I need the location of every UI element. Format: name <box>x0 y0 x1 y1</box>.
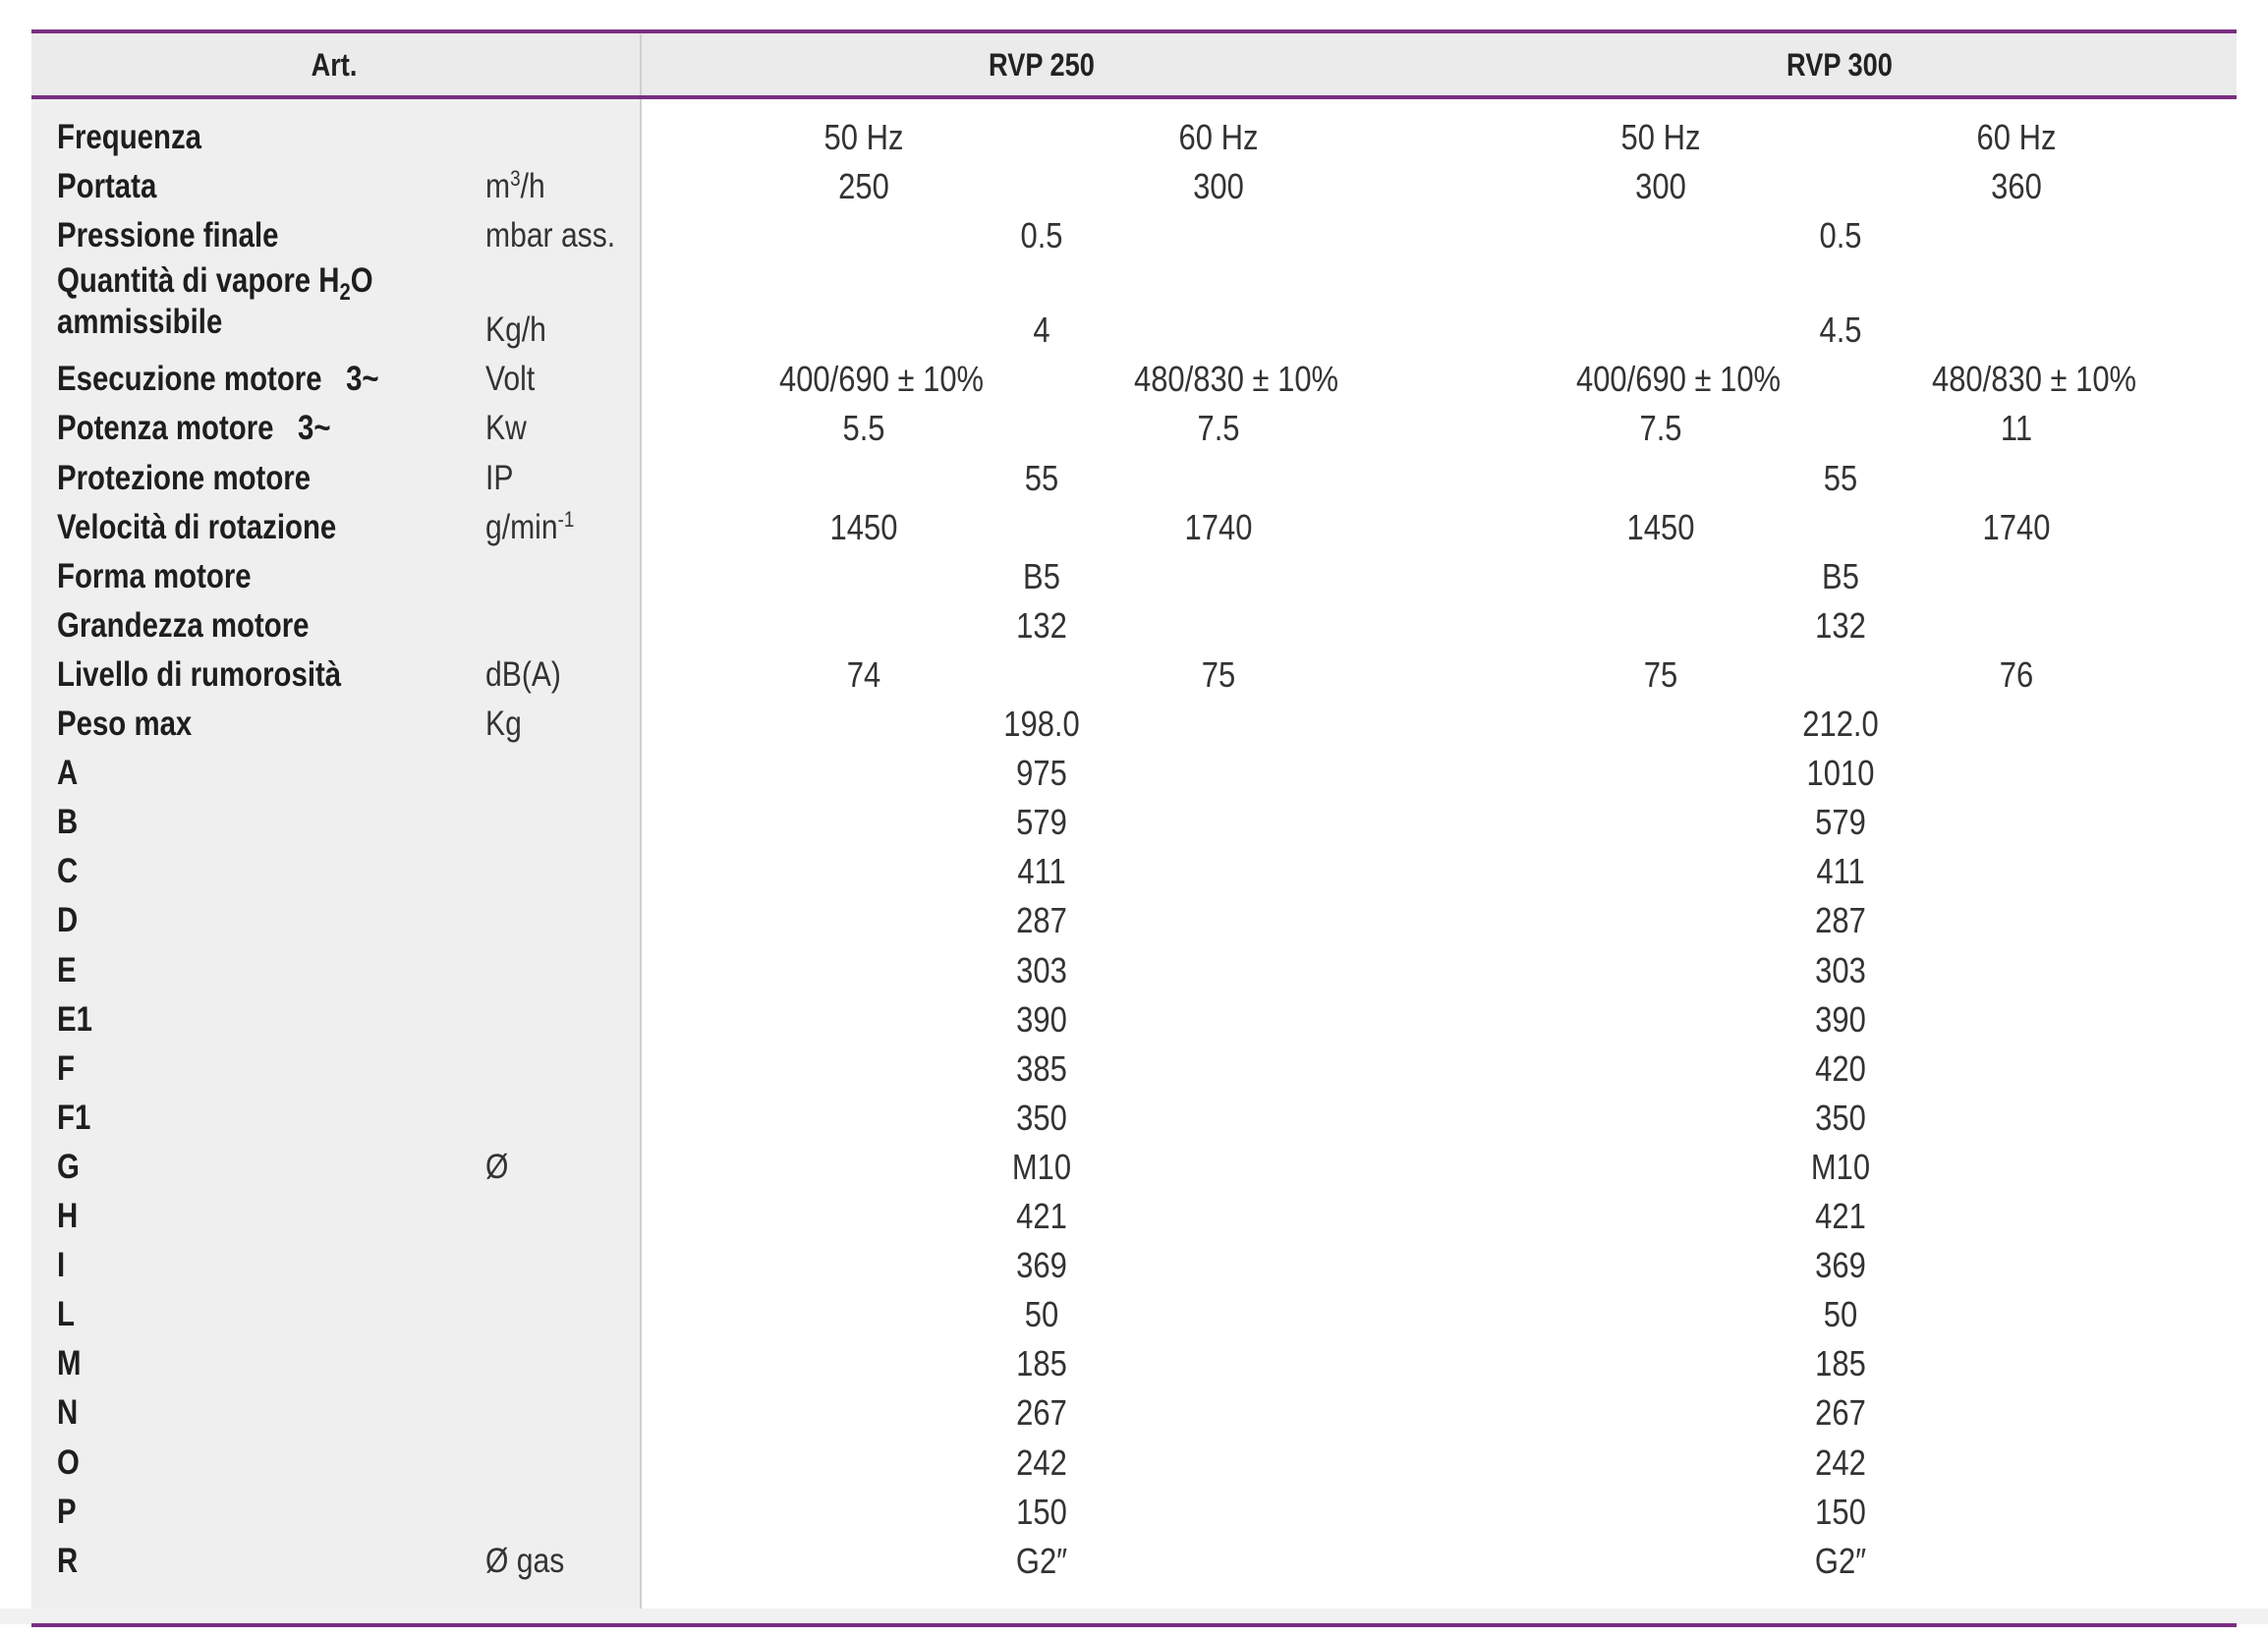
table-row <box>0 1339 2268 1388</box>
value-rvp250-60hz: 75 <box>1201 653 1236 695</box>
value-rvp300: 242 <box>1815 1441 1866 1483</box>
value-rvp300-50hz: 1450 <box>1626 506 1695 547</box>
table-row <box>0 1094 2268 1143</box>
value-rvp300-60hz: 11 <box>2000 408 2033 449</box>
row-label: E1 <box>57 999 92 1039</box>
header-model-rvp250: RVP 250 <box>989 47 1095 83</box>
table-row <box>0 162 2268 211</box>
value-rvp250: G2″ <box>1015 1540 1068 1581</box>
value-rvp250-50hz: 1450 <box>829 506 898 547</box>
value-rvp300: 421 <box>1815 1196 1866 1236</box>
table-row <box>0 211 2268 260</box>
row-label: F <box>57 1048 75 1088</box>
value-rvp250-50hz: 5.5 <box>842 408 885 449</box>
bottom-band <box>0 1609 2268 1624</box>
header-rule <box>31 95 2237 99</box>
table-row <box>0 355 2268 404</box>
table-row <box>0 798 2268 847</box>
table-row <box>0 700 2268 749</box>
label-text: O <box>350 261 373 301</box>
value-rvp250: 385 <box>1016 1047 1067 1089</box>
row-label: Pressione finale <box>57 216 279 255</box>
unit-superscript: -1 <box>557 506 575 532</box>
value-rvp300: 267 <box>1815 1392 1866 1434</box>
value-rvp250: 303 <box>1016 949 1067 990</box>
table-row <box>0 113 2268 162</box>
table-row <box>0 503 2268 552</box>
value-rvp300: 1010 <box>1806 753 1875 794</box>
row-label: A <box>57 754 79 793</box>
row-unit: mbar ass. <box>485 216 616 255</box>
value-rvp300-60hz: 76 <box>1999 653 2034 695</box>
value-rvp250: 411 <box>1017 851 1066 892</box>
row-label: P <box>57 1492 77 1531</box>
row-label: C <box>57 852 79 891</box>
value-rvp300-50hz: 75 <box>1643 653 1678 695</box>
value-rvp300-50hz: 400/690 ± 10% <box>1576 359 1782 400</box>
table-row <box>0 552 2268 601</box>
label-subscript: 2 <box>339 279 351 307</box>
value-rvp300: 303 <box>1815 949 1866 990</box>
table-row <box>0 260 2268 355</box>
row-label: Protezione motore <box>57 458 312 497</box>
row-unit <box>485 503 574 552</box>
value-rvp250: 55 <box>1024 457 1059 498</box>
row-label: L <box>57 1295 75 1334</box>
value-rvp300-60hz: 480/830 ± 10% <box>1932 359 2137 400</box>
value-rvp300: 55 <box>1823 457 1858 498</box>
row-unit: Ø gas <box>485 1541 565 1580</box>
table-row <box>0 1143 2268 1192</box>
row-label: Peso max <box>57 705 193 743</box>
table-row <box>0 1241 2268 1290</box>
header-art: Art. <box>311 47 358 83</box>
row-unit: Volt <box>485 360 536 399</box>
table-row <box>0 1290 2268 1339</box>
table-row <box>0 896 2268 945</box>
value-rvp250: 150 <box>1016 1491 1067 1532</box>
value-rvp300-50hz: 7.5 <box>1639 408 1682 449</box>
row-label: F1 <box>57 1098 91 1137</box>
value-rvp250: 390 <box>1016 998 1067 1040</box>
value-rvp250-60hz: 60 Hz <box>1178 117 1259 157</box>
value-rvp250: 242 <box>1016 1441 1067 1483</box>
value-rvp250-50hz: 74 <box>846 653 881 695</box>
value-rvp250: 50 <box>1024 1294 1059 1335</box>
row-label: Livello di rumorosità <box>57 654 342 694</box>
value-rvp300: 212.0 <box>1802 704 1879 744</box>
value-rvp250: 975 <box>1016 753 1067 794</box>
label-text-line2: ammissibile <box>57 303 223 342</box>
row-label: D <box>57 901 79 940</box>
value-rvp250: 198.0 <box>1003 704 1080 744</box>
row-unit: dB(A) <box>485 654 561 694</box>
value-rvp250: M10 <box>1011 1146 1072 1187</box>
row-label: N <box>57 1393 79 1433</box>
value-rvp300: 4.5 <box>1819 310 1862 351</box>
row-label: E <box>57 950 77 989</box>
header-model-rvp300: RVP 300 <box>1786 47 1893 83</box>
value-rvp300: M10 <box>1810 1146 1871 1187</box>
table-row <box>0 1388 2268 1438</box>
value-rvp300-60hz: 360 <box>1991 166 2042 207</box>
value-rvp250-60hz: 480/830 ± 10% <box>1134 359 1339 400</box>
bottom-rule <box>31 1623 2237 1627</box>
row-label: O <box>57 1442 80 1482</box>
table-row <box>0 1044 2268 1094</box>
row-unit: Kg/h <box>485 310 546 350</box>
value-rvp250: 350 <box>1016 1097 1067 1138</box>
row-label: Grandezza motore <box>57 605 310 645</box>
row-label: M <box>57 1344 82 1383</box>
value-rvp250: 185 <box>1016 1343 1067 1384</box>
row-unit: Ø <box>485 1147 509 1186</box>
table-row <box>0 749 2268 798</box>
row-label: Forma motore <box>57 556 252 595</box>
row-label: G <box>57 1147 80 1186</box>
value-rvp250-50hz: 400/690 ± 10% <box>779 359 985 400</box>
value-rvp300: 579 <box>1815 802 1866 843</box>
value-rvp250: 579 <box>1016 802 1067 843</box>
row-unit: IP <box>485 458 514 497</box>
value-rvp250: 132 <box>1016 604 1067 646</box>
value-rvp250: B5 <box>1023 555 1060 596</box>
value-rvp300: B5 <box>1822 555 1859 596</box>
value-rvp250-60hz: 1740 <box>1184 506 1253 547</box>
value-rvp300: 185 <box>1815 1343 1866 1384</box>
value-rvp300: 50 <box>1823 1294 1858 1335</box>
row-unit: Kg <box>485 705 522 743</box>
table-row <box>0 1488 2268 1537</box>
value-rvp250: 267 <box>1016 1392 1067 1434</box>
table-row <box>0 847 2268 896</box>
value-rvp250: 0.5 <box>1020 215 1063 256</box>
value-rvp300: 420 <box>1815 1047 1866 1089</box>
table-row <box>0 995 2268 1044</box>
row-label: Frequenza <box>57 118 202 156</box>
unit-text: m <box>485 167 511 206</box>
value-rvp300: G2″ <box>1814 1540 1867 1581</box>
value-rvp250: 421 <box>1016 1196 1067 1236</box>
table-row <box>0 1439 2268 1488</box>
value-rvp250-50hz: 50 Hz <box>823 117 904 157</box>
value-rvp250-60hz: 7.5 <box>1197 408 1240 449</box>
value-rvp300: 411 <box>1816 851 1865 892</box>
top-rule <box>31 29 2237 33</box>
value-rvp250-50hz: 250 <box>838 166 889 207</box>
value-rvp300: 369 <box>1815 1245 1866 1286</box>
table-row <box>0 1192 2268 1241</box>
row-label: B <box>57 803 79 842</box>
value-rvp250: 4 <box>1033 310 1050 351</box>
table-row <box>0 1537 2268 1586</box>
value-rvp300-60hz: 1740 <box>1982 506 2051 547</box>
row-label: Portata <box>57 167 157 206</box>
value-rvp300: 132 <box>1815 604 1866 646</box>
value-rvp300: 287 <box>1815 900 1866 941</box>
value-rvp300-60hz: 60 Hz <box>1976 117 2057 157</box>
row-label <box>57 260 373 355</box>
value-rvp300: 150 <box>1815 1491 1866 1532</box>
row-label: I <box>57 1246 66 1285</box>
unit-text: g/min <box>485 507 558 546</box>
value-rvp300: 390 <box>1815 998 1866 1040</box>
value-rvp300-50hz: 50 Hz <box>1620 117 1701 157</box>
value-rvp250: 287 <box>1016 900 1067 941</box>
row-label: Potenza motore 3~ <box>57 409 331 448</box>
table-row <box>0 404 2268 453</box>
row-unit: Kw <box>485 409 527 448</box>
value-rvp300: 0.5 <box>1819 215 1862 256</box>
unit-superscript: 3 <box>510 166 521 192</box>
table-row <box>0 650 2268 700</box>
row-label: R <box>57 1541 79 1580</box>
value-rvp300-50hz: 300 <box>1635 166 1686 207</box>
value-rvp300: 350 <box>1815 1097 1866 1138</box>
row-label: Velocità di rotazione <box>57 507 337 546</box>
row-label: H <box>57 1197 79 1235</box>
value-rvp250: 369 <box>1016 1245 1067 1286</box>
table-row <box>0 601 2268 650</box>
table-row <box>0 454 2268 503</box>
label-text: Quantità di vapore H <box>57 261 340 301</box>
row-unit <box>485 162 545 211</box>
value-rvp250-60hz: 300 <box>1193 166 1244 207</box>
row-label: Esecuzione motore 3~ <box>57 360 379 399</box>
unit-text: /h <box>520 167 545 206</box>
table-row <box>0 946 2268 995</box>
